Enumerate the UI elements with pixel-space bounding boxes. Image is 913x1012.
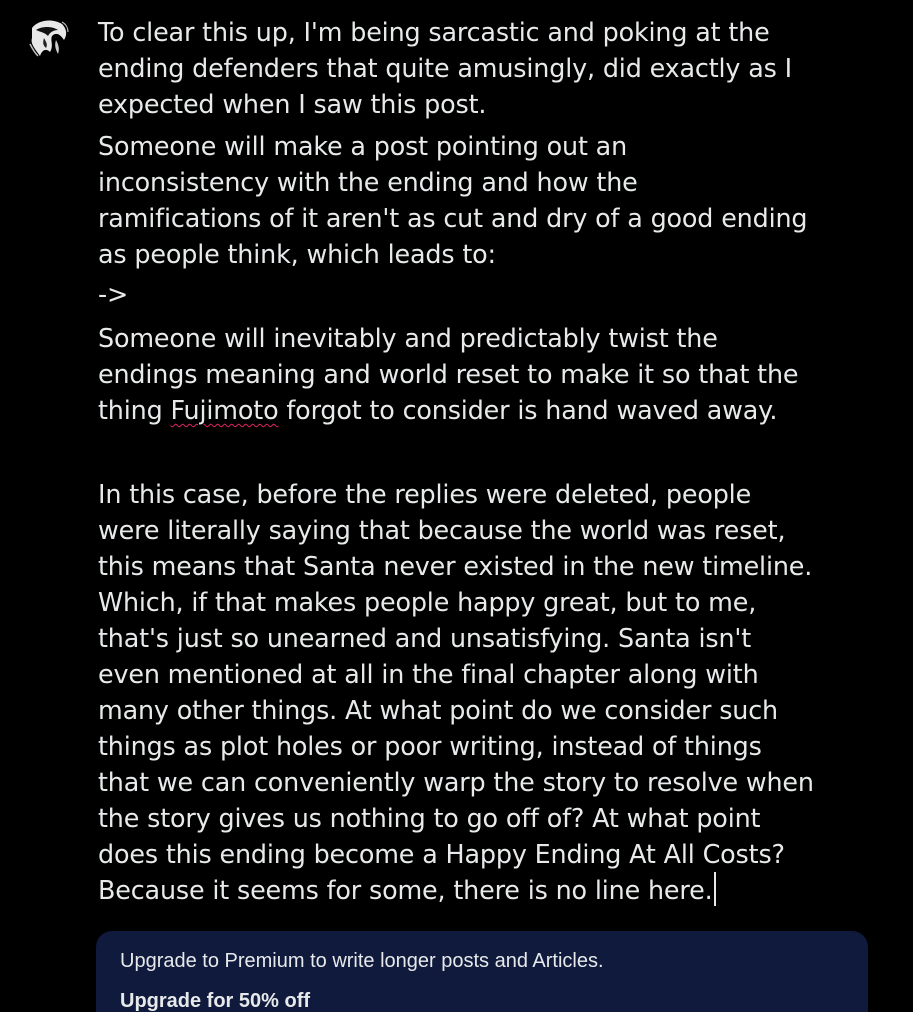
text-line: things as plot holes or poor writing, instead of things xyxy=(98,731,762,761)
text-line: Someone will inevitably and predictably twist the xyxy=(98,323,718,353)
misspelled-word[interactable]: Fujimoto xyxy=(170,395,279,425)
text-line: the story gives us nothing to go off of? At what point xyxy=(98,803,761,833)
paragraph-3 xyxy=(98,320,888,428)
text-span: Because it seems for some, there is no line here. xyxy=(98,875,713,905)
user-avatar[interactable] xyxy=(22,14,74,66)
paragraph-arrow xyxy=(98,276,888,312)
text-line: that we can conveniently warp the story to resolve when xyxy=(98,767,814,797)
paragraph-1 xyxy=(98,14,888,122)
text-line: expected when I saw this post. xyxy=(98,89,487,119)
text-line: ending defenders that quite amusingly, did exactly as I xyxy=(98,53,792,83)
blank-line xyxy=(98,428,888,476)
text-line: even mentioned at all in the final chapter along with xyxy=(98,659,759,689)
text-span: forgot to consider is hand waved away. xyxy=(278,395,778,425)
text-line: -> xyxy=(98,279,129,309)
post-composer-text[interactable] xyxy=(98,14,888,908)
paragraph-4 xyxy=(98,476,888,908)
text-line: does this ending become a Happy Ending At All Costs? xyxy=(98,839,785,869)
premium-upsell-banner xyxy=(96,931,868,1012)
text-line: To clear this up, I'm being sarcastic and poking at the xyxy=(98,17,770,47)
text-line: inconsistency with the ending and how the xyxy=(98,167,638,197)
paragraph-2 xyxy=(98,128,888,272)
text-line: endings meaning and world reset to make it so that the xyxy=(98,359,799,389)
upsell-message: Upgrade to Premium to write longer posts and Articles. xyxy=(120,950,604,972)
text-span: thing xyxy=(98,395,171,425)
avatar-art-icon xyxy=(22,14,74,66)
text-line: many other things. At what point do we consider such xyxy=(98,695,778,725)
text-line: as people think, which leads to: xyxy=(98,239,496,269)
text-line xyxy=(98,392,888,428)
text-line: this means that Santa never existed in the new timeline. xyxy=(98,551,813,581)
text-line: that's just so unearned and unsatisfying. Santa isn't xyxy=(98,623,752,653)
text-line-last xyxy=(98,872,888,908)
text-line: Someone will make a post pointing out an xyxy=(98,131,628,161)
text-line: In this case, before the replies were deleted, people xyxy=(98,479,752,509)
text-cursor xyxy=(714,872,716,906)
text-line: Which, if that makes people happy great, but to me, xyxy=(98,587,757,617)
text-line: were literally saying that because the world was reset, xyxy=(98,515,786,545)
upgrade-link[interactable]: Upgrade for 50% off xyxy=(120,990,311,1012)
text-line: ramifications of it aren't as cut and dry of a good ending xyxy=(98,203,808,233)
